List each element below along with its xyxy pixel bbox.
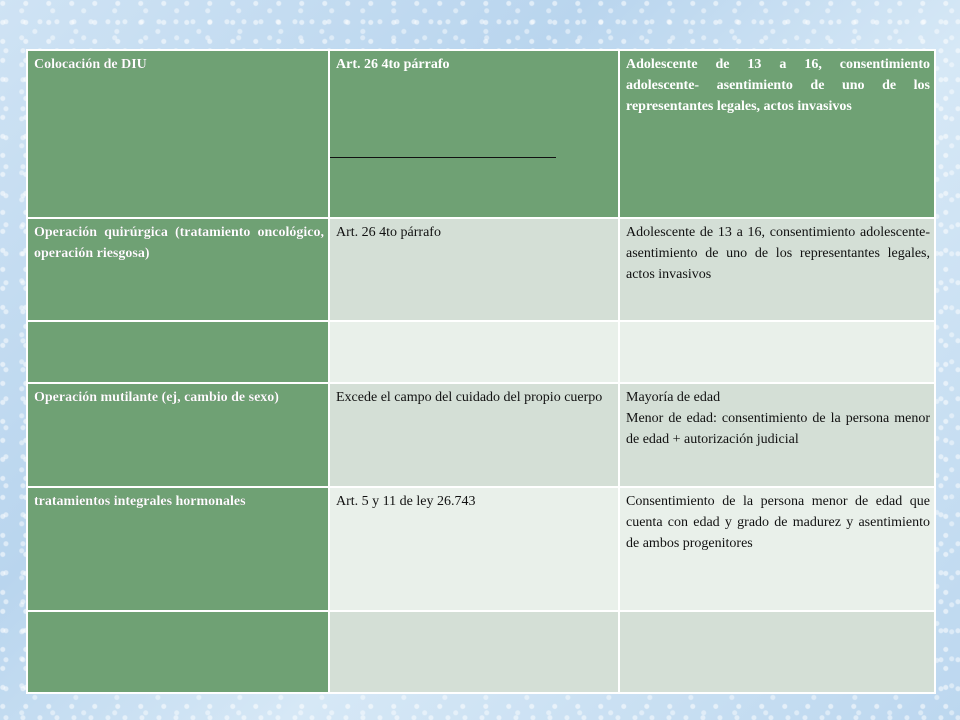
requirement-text: Consentimiento de la persona menor de edad que cuenta con edad y grado de madurez y asentimiento de ambos progenitores <box>626 494 930 551</box>
requirement-line-2: Menor de edad: consentimiento de la persona menor de edad + autorización judicial <box>626 411 930 447</box>
cell-requirement-empty <box>619 321 935 383</box>
horizontal-rule <box>329 157 556 158</box>
cell-procedure <box>27 383 329 487</box>
cell-legal-basis-empty <box>329 611 619 693</box>
cell-procedure-empty <box>27 611 329 693</box>
table-row <box>27 321 935 383</box>
cell-requirement-empty <box>619 611 935 693</box>
legal-basis-text: Art. 26 4to párrafo <box>336 57 450 72</box>
cell-requirement <box>619 383 935 487</box>
legal-basis-text: Excede el campo del cuidado del propio cuerpo <box>336 390 603 405</box>
consent-table <box>26 49 936 694</box>
cell-procedure <box>27 487 329 611</box>
cell-legal-basis-empty <box>329 321 619 383</box>
cell-legal-basis <box>329 487 619 611</box>
cell-requirement <box>619 487 935 611</box>
table-row <box>27 611 935 693</box>
table-row <box>27 383 935 487</box>
cell-legal-basis <box>329 218 619 321</box>
procedure-text: Operación quirúrgica (tratamiento oncológico, operación riesgosa) <box>34 225 324 261</box>
cell-legal-basis <box>329 50 619 218</box>
cell-procedure <box>27 218 329 321</box>
cell-requirement <box>619 218 935 321</box>
procedure-text: Colocación de DIU <box>34 57 147 72</box>
cell-legal-basis <box>329 383 619 487</box>
legal-basis-text: Art. 5 y 11 de ley 26.743 <box>336 494 476 509</box>
requirement-text: Adolescente de 13 a 16, consentimiento adolescente- asentimiento de uno de los representantes legales, actos invasivos <box>626 225 930 282</box>
table-row <box>27 50 935 218</box>
legal-basis-text: Art. 26 4to párrafo <box>336 225 441 240</box>
table-row <box>27 218 935 321</box>
cell-requirement <box>619 50 935 218</box>
procedure-text: Operación mutilante (ej, cambio de sexo) <box>34 390 279 405</box>
requirement-line-1: Mayoría de edad <box>626 390 721 405</box>
requirement-text: Adolescente de 13 a 16, consentimiento adolescente- asentimiento de uno de los representantes legales, actos invasivos <box>626 57 930 114</box>
cell-procedure <box>27 50 329 218</box>
procedure-text: tratamientos integrales hormonales <box>34 494 246 509</box>
table-row <box>27 487 935 611</box>
cell-procedure-empty <box>27 321 329 383</box>
